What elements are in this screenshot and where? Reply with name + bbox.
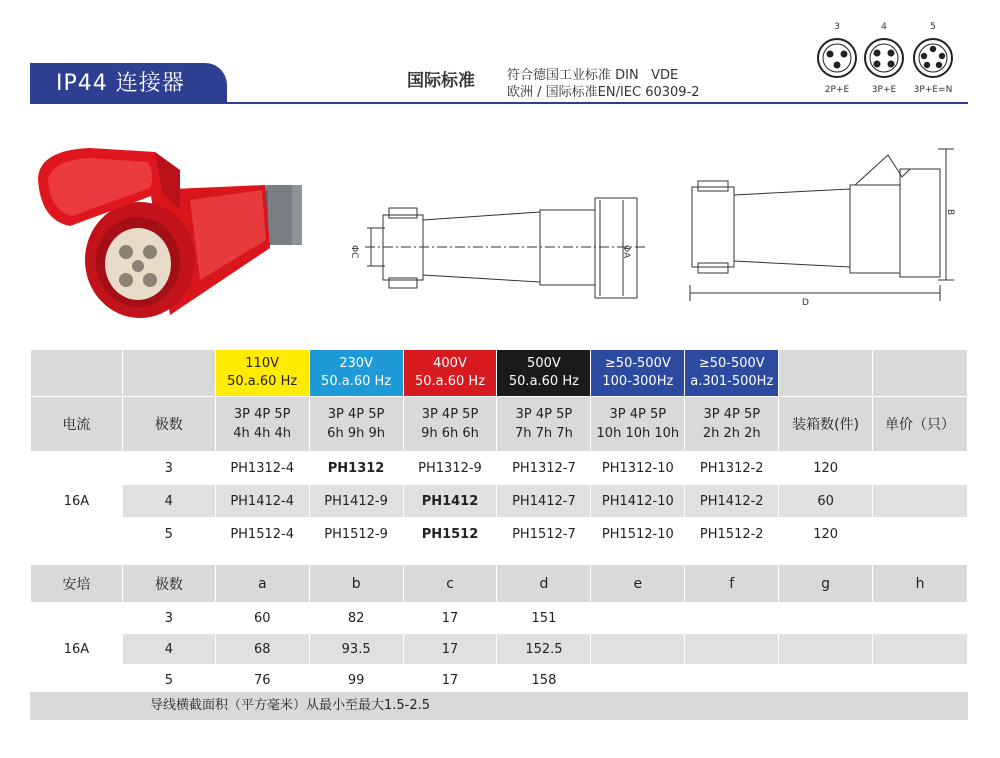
voltage-230: 230V 50.a.60 Hz (309, 350, 403, 397)
dim-cell: 152.5 (497, 634, 591, 665)
pin-layout-icons (815, 34, 965, 84)
pin-3-icon (818, 39, 856, 77)
code-cell: PH1512-9 (309, 518, 403, 551)
pin-label-4: 3P+E (871, 85, 897, 95)
table-row (31, 634, 968, 665)
dim-a-label: ΦA (621, 245, 631, 259)
amp-cell: 16A (31, 603, 123, 696)
dim-cell: 76 (215, 665, 309, 696)
dim-cell: 158 (497, 665, 591, 696)
pin-header-1: 3P 4P 5P 4h 4h 4h (215, 397, 309, 452)
poles-cell: 4 (122, 634, 215, 665)
col-amp: 安培 (31, 565, 123, 603)
column-header-row (31, 397, 968, 452)
dim-cell: 17 (403, 603, 497, 634)
col-unit-price: 单价（只） (873, 397, 968, 452)
standard-line-1: 符合德国工业标准 DIN VDE (507, 68, 679, 83)
dim-col-e: e (591, 565, 685, 603)
voltage-blank-2 (122, 350, 215, 397)
box-qty-cell: 120 (779, 452, 873, 485)
connector-product-image (30, 130, 330, 330)
wire-section-note (30, 692, 968, 720)
voltage-110: 110V 50.a.60 Hz (215, 350, 309, 397)
col-current: 电流 (31, 397, 123, 452)
dim-cell (873, 603, 968, 634)
dimension-header-row (31, 565, 968, 603)
code-cell: PH1412-9 (309, 485, 403, 518)
footnote-text: 导线横截面积（平方毫米）从最小至最大1.5-2.5 (150, 698, 431, 713)
pin-count-3: 3 (834, 22, 840, 32)
dimension-drawing (680, 145, 980, 315)
code-cell: PH1412-4 (215, 485, 309, 518)
pin-count-5: 5 (930, 22, 936, 32)
code-cell: PH1412-7 (497, 485, 591, 518)
dim-cell: 68 (215, 634, 309, 665)
page-title: IP44 连接器 (30, 63, 227, 103)
pin-header-6: 3P 4P 5P 2h 2h 2h (685, 397, 779, 452)
table-row (31, 518, 968, 551)
voltage-blank-3 (779, 350, 873, 397)
dim-cell: 93.5 (309, 634, 403, 665)
code-cell: PH1312 (309, 452, 403, 485)
side-view-drawing (345, 190, 645, 305)
voltage-header-row (31, 350, 968, 397)
dim-col-a: a (215, 565, 309, 603)
dim-col-b: b (309, 565, 403, 603)
voltage-blank-1 (31, 350, 123, 397)
code-cell: PH1312-10 (591, 452, 685, 485)
code-cell: PH1512 (403, 518, 497, 551)
dim-cell (873, 634, 968, 665)
dim-cell (779, 603, 873, 634)
code-cell: PH1512-4 (215, 518, 309, 551)
code-cell: PH1312-2 (685, 452, 779, 485)
dim-cell (685, 603, 779, 634)
poles-cell: 5 (122, 518, 215, 551)
pin-header-4: 3P 4P 5P 7h 7h 7h (497, 397, 591, 452)
table-row (31, 485, 968, 518)
dim-d-label: D (802, 298, 809, 308)
voltage-range-2: ≥50-500V a.301-500Hz (685, 350, 779, 397)
box-qty-cell: 60 (779, 485, 873, 518)
table-row (31, 603, 968, 634)
poles-cell: 5 (122, 665, 215, 696)
price-cell (873, 518, 968, 551)
code-cell: PH1412-2 (685, 485, 779, 518)
price-cell (873, 452, 968, 485)
pin-label-3: 2P+E (824, 85, 850, 95)
dim-cell: 17 (403, 665, 497, 696)
code-cell: PH1312-4 (215, 452, 309, 485)
pin-header-5: 3P 4P 5P 10h 10h 10h (591, 397, 685, 452)
col-box-qty: 装箱数(件) (779, 397, 873, 452)
dim-col-f: f (685, 565, 779, 603)
table-row (31, 452, 968, 485)
code-cell: PH1412-10 (591, 485, 685, 518)
pin-header-3: 3P 4P 5P 9h 6h 6h (403, 397, 497, 452)
code-cell: PH1512-2 (685, 518, 779, 551)
dimension-table (30, 564, 968, 696)
standard-heading: 国际标准 (407, 71, 475, 91)
dim-cell (685, 634, 779, 665)
current-cell: 16A (31, 452, 123, 551)
poles-cell: 3 (122, 452, 215, 485)
col-poles: 极数 (122, 397, 215, 452)
dim-cell: 151 (497, 603, 591, 634)
price-cell (873, 485, 968, 518)
voltage-500: 500V 50.a.60 Hz (497, 350, 591, 397)
dim-col-g: g (779, 565, 873, 603)
title-underline (30, 102, 968, 104)
code-cell: PH1412 (403, 485, 497, 518)
dim-cell (873, 665, 968, 696)
pin-count-4: 4 (881, 22, 887, 32)
dim-b-label: B (945, 209, 955, 216)
dim-cell (779, 634, 873, 665)
dim-cell (685, 665, 779, 696)
dim-cell: 99 (309, 665, 403, 696)
pin-label-5: 3P+E=N (913, 85, 953, 95)
pin-5-icon (914, 39, 952, 77)
product-code-table (30, 349, 968, 551)
pin-config-group (815, 22, 975, 102)
code-cell: PH1312-7 (497, 452, 591, 485)
table-row (31, 665, 968, 696)
voltage-range-1: ≥50-500V 100-300Hz (591, 350, 685, 397)
pin-4-icon (865, 39, 903, 77)
poles-cell: 3 (122, 603, 215, 634)
pin-header-2: 3P 4P 5P 6h 9h 9h (309, 397, 403, 452)
dim-col-d: d (497, 565, 591, 603)
code-cell: PH1512-7 (497, 518, 591, 551)
code-cell: PH1312-9 (403, 452, 497, 485)
dim-cell (591, 634, 685, 665)
dim-cell: 17 (403, 634, 497, 665)
dim-cell: 60 (215, 603, 309, 634)
poles-cell: 4 (122, 485, 215, 518)
box-qty-cell: 120 (779, 518, 873, 551)
voltage-blank-4 (873, 350, 968, 397)
dim-col-h: h (873, 565, 968, 603)
voltage-400: 400V 50.a.60 Hz (403, 350, 497, 397)
code-cell: PH1512-10 (591, 518, 685, 551)
dim-cell: 82 (309, 603, 403, 634)
dim-col-c: c (403, 565, 497, 603)
dim-c-label: ΦC (349, 245, 359, 259)
standard-line-2: 欧洲 / 国际标准EN/IEC 60309-2 (507, 85, 700, 100)
dim-cell (591, 603, 685, 634)
col-poles: 极数 (122, 565, 215, 603)
dim-cell (591, 665, 685, 696)
dim-cell (779, 665, 873, 696)
